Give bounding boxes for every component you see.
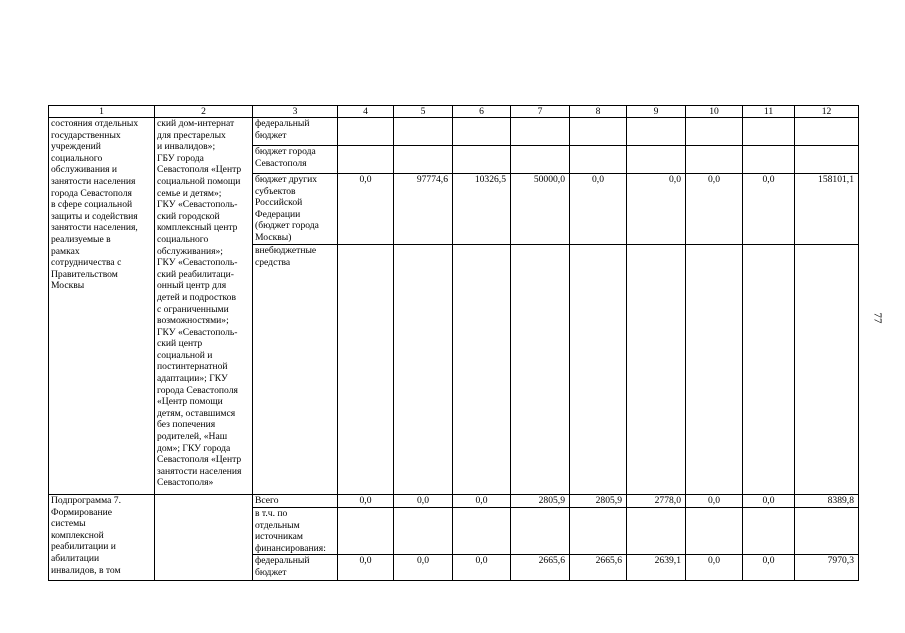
value-cell: 7970,3 [795,555,859,581]
value-cell: 0,0 [686,174,743,245]
value-cell [511,508,570,555]
value-cell: 0,0 [686,555,743,581]
funding-source-cell: внебюджетные средства [253,245,338,495]
budget-table [48,105,859,581]
header-cell: 2 [155,106,253,118]
value-cell [795,146,859,174]
value-cell: 0,0 [453,495,511,508]
value-cell: 0,0 [338,174,394,245]
value-cell [570,245,627,495]
value-cell [743,146,795,174]
value-cell [338,508,394,555]
value-cell: 2805,9 [570,495,627,508]
value-cell [511,245,570,495]
value-cell: 0,0 [743,555,795,581]
value-cell: 97774,6 [394,174,453,245]
table-row [49,118,859,146]
funding-source-cell: бюджет города Севастополя [253,146,338,174]
value-cell [686,118,743,146]
value-cell [570,508,627,555]
value-cell: 0,0 [743,495,795,508]
value-cell [743,118,795,146]
value-cell [511,118,570,146]
value-cell [795,508,859,555]
value-cell [394,118,453,146]
executors-cell [155,495,253,581]
value-cell [338,245,394,495]
value-cell: 0,0 [570,174,627,245]
value-cell [338,146,394,174]
value-cell: 0,0 [338,555,394,581]
value-cell [453,118,511,146]
value-cell: 0,0 [394,555,453,581]
header-cell: 10 [686,106,743,118]
value-cell [394,146,453,174]
value-cell: 0,0 [338,495,394,508]
value-cell: 2665,6 [511,555,570,581]
value-cell: 0,0 [743,174,795,245]
header-row [49,106,859,118]
header-cell: 11 [743,106,795,118]
value-cell [453,146,511,174]
value-cell: 50000,0 [511,174,570,245]
header-cell: 1 [49,106,155,118]
funding-source-cell: федеральный бюджет [253,118,338,146]
table-row [49,495,859,508]
value-cell: 10326,5 [453,174,511,245]
value-cell [511,146,570,174]
funding-source-cell: федеральный бюджет [253,555,338,581]
value-cell [743,245,795,495]
value-cell: 2665,6 [570,555,627,581]
value-cell [686,146,743,174]
value-cell: 2778,0 [627,495,686,508]
value-cell: 0,0 [627,174,686,245]
header-cell: 6 [453,106,511,118]
value-cell [795,118,859,146]
header-cell: 12 [795,106,859,118]
header-cell: 3 [253,106,338,118]
value-cell [743,508,795,555]
value-cell [394,245,453,495]
header-cell: 4 [338,106,394,118]
funding-source-cell: в т.ч. по отдельным источникам финансирования: [253,508,338,555]
value-cell: 2639,1 [627,555,686,581]
funding-source-cell: Всего [253,495,338,508]
page-number: 77 [871,312,884,324]
value-cell: 0,0 [394,495,453,508]
value-cell [627,508,686,555]
value-cell [627,245,686,495]
value-cell: 0,0 [453,555,511,581]
header-cell: 5 [394,106,453,118]
value-cell [795,245,859,495]
header-cell: 9 [627,106,686,118]
value-cell [686,508,743,555]
value-cell [627,118,686,146]
executors-cell: ский дом-интернат для престарелых и инвалидов»; ГБУ города Севастополя «Центр социальной помощи семье и детям»; ГКУ «Севастополь- ский городской комплексный центр социального обслуживания»; ГКУ «Севастополь- ский реабилитаци- онный центр для детей и подростков с ограниченными возможностями»; ГКУ «Севастополь- ский центр социальной и постинтернатной адаптации»; ГКУ города Севастополя «Центр помощи детям, оставшимся без попечения родителей, «Наш дом»; ГКУ города Севастополя «Центр занятости населения Севастополя» [155,118,253,495]
value-cell [453,245,511,495]
program-description-cell: состояния отдельных государственных учреждений социального обслуживания и занятости населения города Севастополя в сфере социальной защиты и содействия занятости населения, реализуемые в рамках сотрудничества с Правительством Москвы [49,118,155,495]
funding-source-cell: бюджет других субъектов Российской Федерации (бюджет города Москвы) [253,174,338,245]
value-cell [686,245,743,495]
value-cell: 8389,8 [795,495,859,508]
value-cell [570,118,627,146]
value-cell [394,508,453,555]
header-cell: 8 [570,106,627,118]
value-cell [570,146,627,174]
header-cell: 7 [511,106,570,118]
value-cell: 0,0 [686,495,743,508]
value-cell [453,508,511,555]
value-cell: 2805,9 [511,495,570,508]
value-cell [627,146,686,174]
value-cell [338,118,394,146]
subprogram-title-cell: Подпрограмма 7. Формирование системы комплексной реабилитации и абилитации инвалидов, в том [49,495,155,581]
value-cell: 158101,1 [795,174,859,245]
